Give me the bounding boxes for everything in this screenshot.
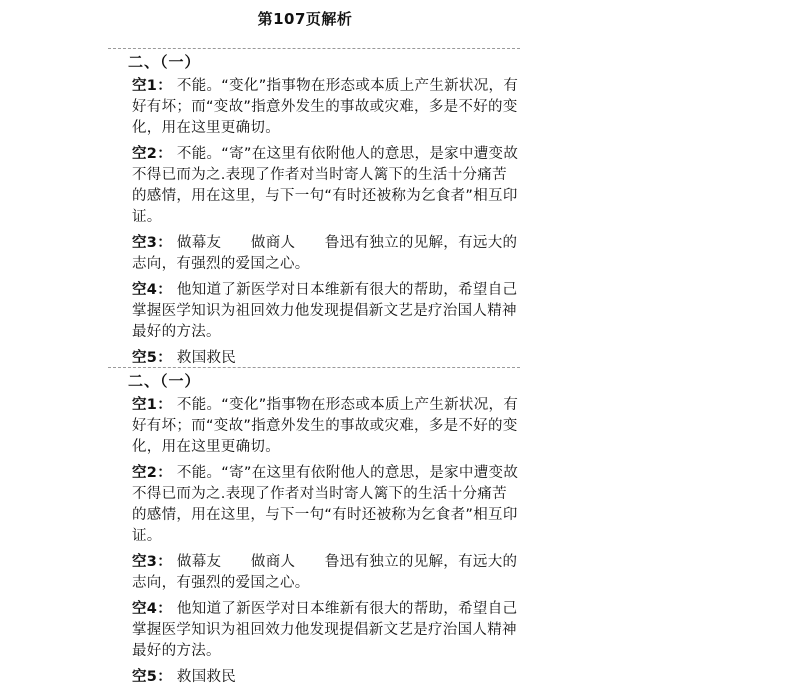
answer-text: 他知道了新医学对日本维新有很大的帮助，希望自己掌握医学知识为祖回效力他发现提倡新文艺是疗治国人精神最好的方法。 [132,601,518,659]
answer-text: 救国救民 [172,350,237,366]
answer-section [108,367,520,688]
page-title: 第107页解析 [257,10,353,28]
answer-section [108,48,520,369]
answer-label: 空5： [132,669,172,685]
answer-item [132,667,520,688]
answer-text: 不能。“变化”指事物在形态或本质上产生新状况，有好有坏；而“变故”指意外发生的事故或灾难，多是不好的变化，用在这里更确切。 [132,78,519,136]
answer-text: 做幕友 做商人 鲁迅有独立的见解，有远大的志向，有强烈的爱国之心。 [132,554,518,591]
answer-label: 空3： [132,554,172,570]
answer-item [132,233,520,275]
answer-item [132,348,520,369]
answer-text: 不能。“寄”在这里有依附他人的意思，是家中遭变故不得已而为之.表现了作者对当时寄人篱下的生活十分痛苦的感情，用在这里，与下一句“有时还被称为乞食者”相互印证。 [132,465,519,544]
answer-item [132,395,520,458]
answer-item [132,552,520,594]
answer-text: 不能。“寄”在这里有依附他人的意思，是家中遭变故不得已而为之.表现了作者对当时寄人篱下的生活十分痛苦的感情，用在这里，与下一句“有时还被称为乞食者”相互印证。 [132,146,519,225]
answer-item [132,280,520,343]
section-heading: 二、（一） [128,53,201,71]
answer-label: 空4： [132,282,172,298]
answer-label: 空5： [132,350,172,366]
section-heading: 二、（一） [128,372,201,390]
answer-text: 救国救民 [172,669,237,685]
answer-text: 不能。“变化”指事物在形态或本质上产生新状况，有好有坏；而“变故”指意外发生的事故或灾难，多是不好的变化，用在这里更确切。 [132,397,519,455]
answer-label: 空1： [132,78,172,94]
answer-label: 空1： [132,397,172,413]
answer-item [132,463,520,547]
answer-item [132,144,520,228]
answer-label: 空2： [132,465,172,481]
answer-item [132,76,520,139]
answer-label: 空4： [132,601,172,617]
answer-label: 空3： [132,235,172,251]
answer-label: 空2： [132,146,172,162]
answer-item [132,599,520,662]
answer-text: 做幕友 做商人 鲁迅有独立的见解，有远大的志向，有强烈的爱国之心。 [132,235,518,272]
answer-text: 他知道了新医学对日本维新有很大的帮助，希望自己掌握医学知识为祖回效力他发现提倡新文艺是疗治国人精神最好的方法。 [132,282,518,340]
